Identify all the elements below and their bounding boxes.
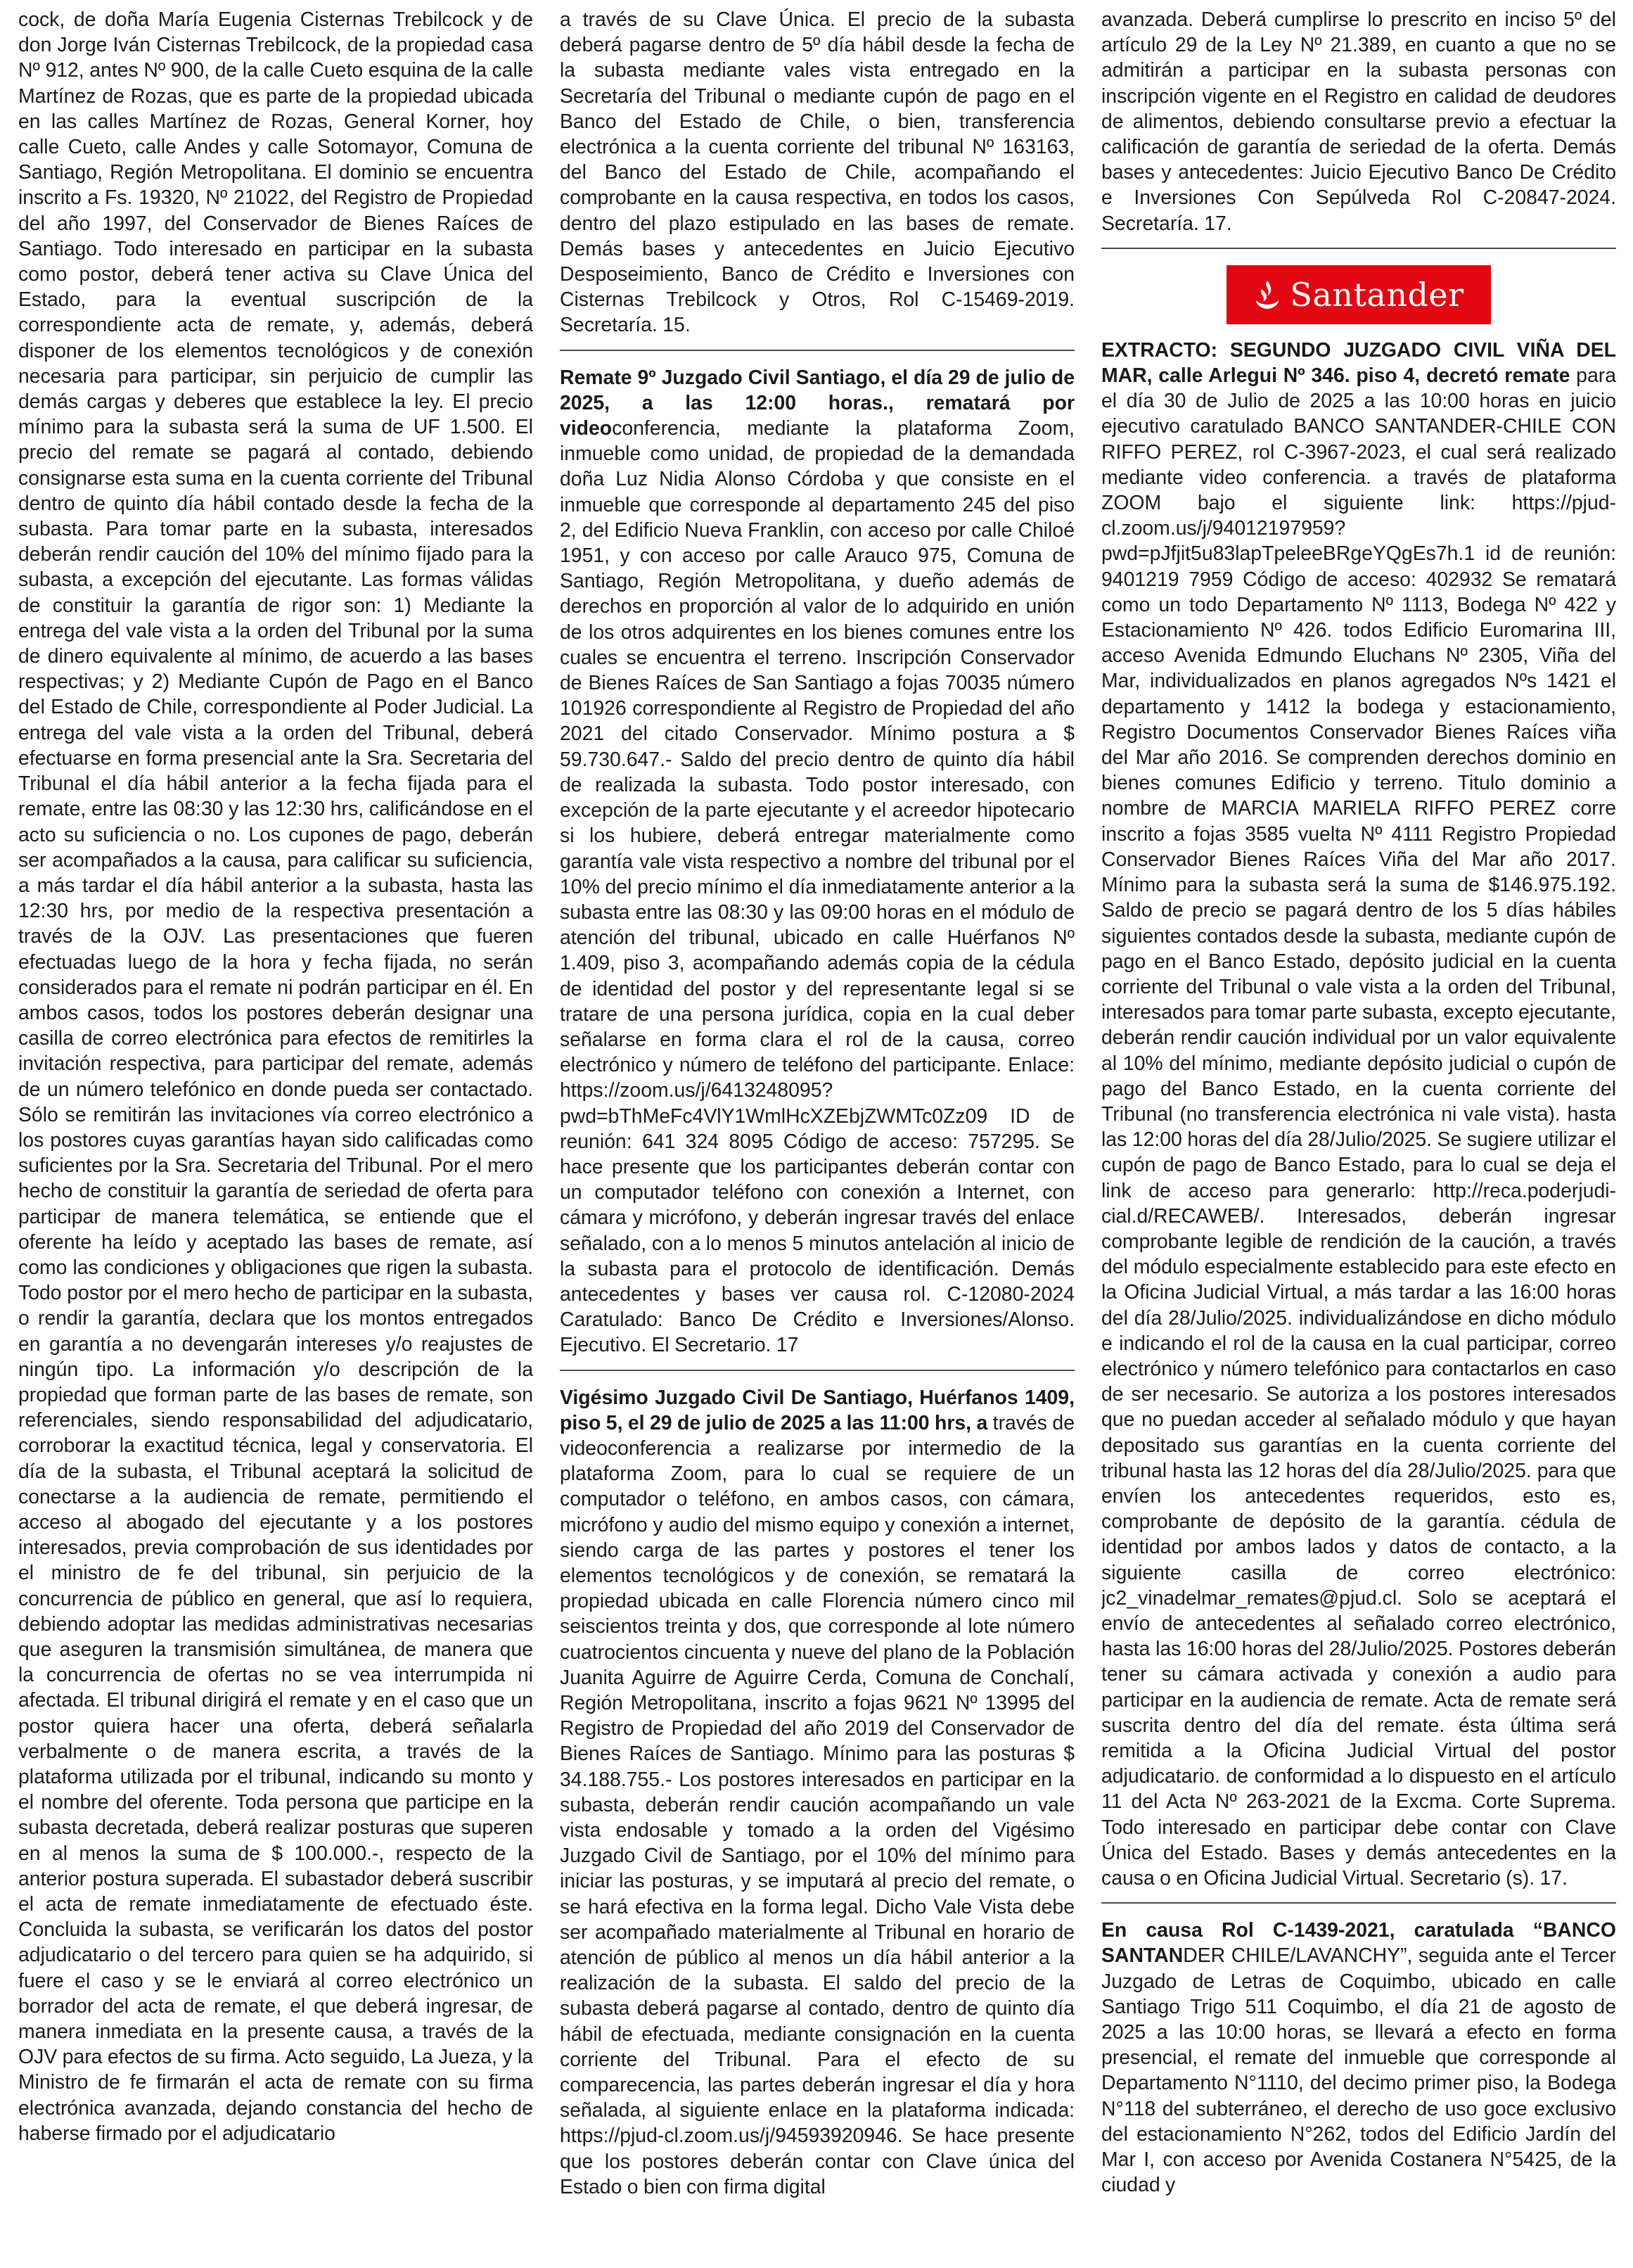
notice-heading: En causa Rol C-1439-2021, caratulada “BANCO SANTAN: [1101, 1919, 1616, 1968]
santander-flame-icon: [1253, 279, 1281, 310]
notice-coquimbo: [1101, 1918, 1616, 2198]
notice-noveno-juzgado: [560, 365, 1075, 1358]
santander-wordmark: Santander: [1290, 275, 1464, 314]
notice-heading: Remate 9º Juzgado Civil Santiago, el día 29 de julio de 2025, a las 12:00 horas., rematará por video: [560, 366, 1075, 440]
notice-sepulveda-end: [1101, 7, 1616, 236]
santander-logo-box: [1227, 265, 1491, 324]
notice-text: conferencia, mediante la plataforma Zoom, inmueble como unidad, de propiedad de la demandada doña Luz Nidia Alonso Córdoba y que consiste en el inmueble que corresponde al departamento 245 del piso 2, del Edificio Nueva Franklin, con acceso por calle Chiloé 1951, y con acceso por calle Arauco 975, Comuna de Santiago, Región Metropolitana, y dueño además de derechos en proporción al valor de lo adquirido en unión de los otros adquirentes en los bienes comunes entre los cuales se encuentra el terreno. Inscripción Conservador de Bienes Raíces de San Santiago a fojas 70035 número 101926 correspondiente al Registro de Propiedad del año 2021 del citado Conservador. Mínimo postura a $ 59.730.647.- Saldo del precio dentro de quinto día hábil de realizada la subasta. Todo postor interesado, con excepción de la parte ejecutante y el acreedor hipotecario si los hubiere, deberá entregar materialmente como garantía vale vista respectivo a nombre del tribunal por el 10% del precio mínimo el día inmediatamente anterior a la subasta entre las 08:30 y las 09:00 horas en el módulo de atención del tribunal, ubicado en calle Huérfanos Nº 1.409, piso 3, acompañando además copia de la cédula de identidad del postor y del representante legal si se tratare de una persona jurídica, copia en la cual deber señalarse en forma clara el rol de la causa, correo electrónico y número de teléfono del participante. Enlace: https://zoom.us/j/6413248095?pwd=bThMeFc4VlY1WmlHcXZEbjZWMTc0Zz09 ID de reunión: 641 324 8095 Código de acceso: 757295. Se hace presente que los participantes deberán contar con un computador teléfono con conexión a Internet, con cámara y micrófono, y deberán ingresar través del enlace señalado, con a lo menos 5 minutos antelación al inicio de la subasta para el protocolo de identificación. Demás antecedentes y bases ver causa rol. C-12080-2024 Caratulado: Banco De Crédito e Inversiones/Alonso. Ejecutivo. El Secretario. 17: [560, 417, 1075, 1357]
notice-text: DER CHILE/LAVANCHY”, seguida ante el Tercer Juzgado de Letras de Coquimbo, ubicado en calle Santiago Trigo 511 Coquimbo, el día 21 de agosto de 2025 a las 10:00 horas, se llevará a efecto en forma presencial, el remate del inmueble que corresponde al Departamento N°1110, del decimo primer piso, la Bodega N°118 del subterráneo, el derecho de uso goce exclusivo del estacionamiento N°262, todos del Edificio Jardín del Mar I, con acceso por Avenida Costanera N°5425, de la ciudad y: [1101, 1944, 1616, 2197]
newspaper-page: [18, 7, 1615, 2261]
notice-cisternas-continued: [18, 7, 533, 2146]
divider: [1101, 1902, 1616, 1904]
notice-text: para el día 30 de Julio de 2025 a las 10:00 horas en juicio ejecutivo caratulado BANCO SANTANDER-CHILE CON RIFFO PEREZ, rol C-3967-2023, el cual será realizado mediante video conferencia. a través de plataforma ZOOM bajo el siguiente link: https://pjud-cl.zoom.us/j/94012197959?pwd=pJfjit5u83lapTpeleeBRgeYQgEs7h.1 id de reunión: 9401219 7959 Código de acceso: 402932 Se rematará como un todo Departamento Nº 1113, Bodega Nº 422 y Estacionamiento Nº 426. todos Edificio Euromarina III, acceso Avenida Edmundo Eluchans Nº 2305, Viña del Mar, individualizados en planos agregados Nºs 1421 el departamento y 1412 la bodega y estacionamiento, Registro Documentos Conservador Bienes Raíces viña del Mar año 2016. Se comprenden derechos dominio en bienes comunes Edificio y terreno. Titulo dominio a nombre de MARCIA MARIELA RIFFO PEREZ corre inscrito a fojas 3585 vuelta Nº 4111 Registro Propiedad Conservador Bienes Raíces Viña del Mar año 2017. Mínimo para la subasta será la suma de $146.975.192. Saldo de precio se pagará dentro de los 5 días hábiles siguientes contados desde la subasta, mediante cupón de pago en el Banco Estado, depósito judicial en la cuenta corriente del Tribunal o vale vista a la orden del Tribunal, interesados para tomar parte subasta, excepto ejecutante, deberán rendir caución individual por un valor equivalente al 10% del mínimo, mediante depósito judicial o cupón de pago del Banco Estado, en la cuenta corriente del Tribunal (no transferencia electrónica ni vale vista). hasta las 12:00 horas del día 28/Julio/2025. Se sugiere utilizar el cupón de pago de Banco Estado, para lo cual se deja el link de acceso para generarlo: http://reca.poderjudi-cial.d/RECAWEB/. Interesados, deberán ingresar comprobante legible de rendición de la caución, a través del módulo especialmente establecido para este efecto en la Oficina Judicial Virtual, a más tardar a las 16:00 horas del día 28/Julio/2025. individualizándose en dicho módulo e indicando el rol de la causa en la cual participar, correo electrónico y número telefónico para contactarlos en caso de ser necesario. Se autoriza a los postores interesados que no puedan acceder al señalado módulo y que hayan depositado sus garantías en la cuenta corriente del tribunal hasta las 12 horas del día 28/Julio/2025. para que envíen los antecedentes requeridos, esto es, comprobante de depósito de la garantía. cédula de identidad por ambos lados y datos de contacto, a la siguiente casilla de correo electrónico: jc2_vinadelmar_remates@pjud.cl. Solo se aceptará el envío de antecedentes al señalado correo electrónico, hasta las 16:00 horas del 28/Julio/2025. Postores deberán tener su cámara activada y conexión a audio para participar en la audiencia de remate. Acta de remate será suscrita dentro del día del remate. ésta última será remitida a la Oficina Judicial Virtual del postor adjudicatario. de conformidad a lo dispuesto en el artículo 11 del Acta Nº 263-2021 de la Excma. Corte Suprema. Todo interesado en participar debe contar con Clave Única del Estado. Bases y demás antecedentes en la causa o en Oficina Judicial Virtual. Secretario (s). 17.: [1101, 364, 1616, 1890]
notice-text: través de videoconferencia a realizarse por intermedio de la plataforma Zoom, para lo cual se requiere de un computador o teléfono, en ambos casos, con cámara, micrófono y audio del mismo equipo y conexión a internet, siendo carga de las partes y postores el tener los elementos tecnológicos y de conexión, se rematará la propiedad ubicada en calle Florencia número cinco mil seiscientos treinta y dos, que corresponde al lote número cuatrocientos cincuenta y nueve del plano de la Población Juanita Aguirre de Aguirre Cerda, Comuna de Conchalí, Región Metropolitana, inscrito a fojas 9621 Nº 13995 del Registro de Propiedad del año 2019 del Conservador de Bienes Raíces de Santiago. Mínimo para las posturas $ 34.188.755.- Los postores interesados en participar en la subasta, deberán rendir caución acompañando un vale vista endosable y tomado a la orden del Vigésimo Juzgado Civil de Santiago, por el 10% del mínimo para iniciar las posturas, y se imputará al precio del remate, o se hará efectiva en la forma legal. Dicho Vale Vista debe ser acompañado materialmente al Tribunal en horario de atención de público al menos un día hábil anterior a la realización de la subasta. El saldo del precio de la subasta deberá pagarse al contado, dentro de quinto día hábil de efectuada, mediante consignación en la cuenta corriente del Tribunal. Para el efecto de su comparecencia, las partes deberán ingresar el día y hora señalada, al siguiente enlace en la plataforma indicada: https://pjud-cl.zoom.us/j/94593920946. Se hace presente que los postores deberán contar con Clave única del Estado o bien con firma digital: [560, 1411, 1075, 2198]
santander-logo: [1101, 263, 1616, 326]
divider: [1101, 248, 1616, 249]
notice-text: avanzada. Deberá cumplirse lo prescrito en inciso 5º del artículo 29 de la Ley Nº 21.389, en cuanto a que no se admitirán a participar en la subasta personas con inscripción vigente en el Registro en calidad de deudores de alimentos, debiendo consultarse previo a efectuar la calificación de garantía de seriedad de la oferta. Demás bases y antecedentes: Juicio Ejecutivo Banco De Crédito e Inversiones Con Sepúlveda Rol C-20847-2024. Secretaría. 17.: [1101, 8, 1616, 235]
column-1: [18, 7, 533, 2261]
divider: [560, 350, 1075, 351]
notice-text: a través de su Clave Única. El precio de la subasta deberá pagarse dentro de 5º día hábil desde la fecha de la subasta mediante vales vista entregado en la Secretaría del Tribunal o mediante cupón de pago en el Banco del Estado de Chile, o bien, transferencia electrónica a la cuenta corriente del tribunal Nº 163163, del Banco del Estado de Chile, acompañando el comprobante en la causa respectiva, en todos los casos, dentro del plazo estipulado en las bases de remate. Demás bases y antecedentes en Juicio Ejecutivo Desposeimiento, Banco de Crédito e Inversiones con Cisternas Trebilcock y Otros, Rol C-15469-2019. Secretaría. 15.: [560, 8, 1075, 337]
column-3: [1101, 7, 1616, 2261]
notice-heading: Vigésimo Juzgado Civil De Santiago, Huérfanos 1409, piso 5, el 29 de julio de 2025 a las 11:00 hrs, a: [560, 1386, 1075, 1434]
notice-text: cock, de doña María Eugenia Cisternas Trebilcock y de don Jorge Iván Cisternas Trebilcock, de la propiedad casa Nº 912, antes Nº 900, de la calle Cueto esquina de la calle Martínez de Rozas, que es parte de la propiedad ubicada en las calles Martínez de Rozas, General Korner, hoy calle Cueto, calle Andes y calle Sotomayor, Comuna de Santiago, Región Metropolitana. El dominio se encuentra inscrito a Fs. 19320, Nº 21022, del Registro de Propiedad del año 1997, del Conservador de Bienes Raíces de Santiago. Todo interesado en participar en la subasta como postor, deberá tener activa su Clave Única del Estado, para la eventual suscripción de la correspondiente acta de remate, y, además, deberá disponer de los elementos tecnológicos y de conexión necesaria para participar, sin perjuicio de cumplir las demás cargas y deberes que establece la ley. El precio mínimo para la subasta será la suma de UF 1.500. El precio del remate se pagará al contado, debiendo consignarse esta suma en la cuenta corriente del Tribunal dentro de quinto día hábil contado desde la fecha de la subasta. Para tomar parte en la subasta, interesados deberán rendir caución del 10% del mínimo fijado para la subasta, a excepción del ejecutante. Las formas válidas de constituir la garantía de rigor son: 1) Mediante la entrega del vale vista a la orden del Tribunal por la suma de dinero equivalente al mínimo, de acuerdo a las bases respectivas; y 2) Mediante Cupón de Pago en el Banco del Estado de Chile, correspondiente al Poder Judicial. La entrega del vale vista a la orden del Tribunal, deberá efectuarse en forma presencial ante la Sra. Secretaria del Tribunal el día hábil anterior a la fecha fijada para el remate, entre las 08:30 y las 12:30 hrs, calificándose en el acto su suficiencia o no. Los cupones de pago, deberán ser acompañados a la causa, para calificar su suficiencia, a más tardar el día hábil anterior a la subasta, hasta las 12:30 hrs, por medio de la respectiva presentación a través de la OJV. Las presentaciones que fueren efectuadas luego de la hora y fecha fijada, no serán considerados para el remate ni podrán participar en él. En ambos casos, todos los postores deberán designar una casilla de correo electrónica para efectos de remitirles la invitación respectiva, para participar del remate, además de un número telefónico en donde pueda ser contactado. Sólo se remitirán las invitaciones vía correo electrónico a los postores cuyas garantías hayan sido calificadas como suficientes por la Sra. Secretaria del Tribunal. Por el mero hecho de constituir la garantía de seriedad de oferta para participar de manera telemática, se entiende que el oferente ha leído y aceptado las bases de remate, así como las condiciones y obligaciones que rigen la subasta. Todo postor por el mero hecho de participar en la subasta, o rendir la garantía, declara que los montos entregados en garantía a no devengarán intereses y/o reajustes de ningún tipo. La información y/o descripción de la propiedad que forman parte de las bases de remate, son referenciales, siendo responsabilidad del adjudicatario, corroborar la exactitud técnica, legal y conservatoria. El día de la subasta, el Tribunal aceptará la solicitud de conectarse a la audiencia de remate, permitiendo el acceso al abogado del ejecutante y a los postores interesados, previa comprobación de sus identidades por el ministro de fe del tribunal, sin perjuicio de la concurrencia de público en general, que así lo requiera, debiendo adoptar las medidas administrativas necesarias que aseguren la transmisión simultánea, de manera que la concurrencia de ofertas no se vea interrumpida ni afectada. El tribunal dirigirá el remate y en el caso que un postor quiera hacer una oferta, deberá señalarla verbalmente o de manera escrita, a través de la plataforma utilizada por el tribunal, indicando su monto y el nombre del oferente. Toda persona que participe en la subasta decretada, deberá realizar posturas que superen en al menos la suma de $ 100.000.-, respecto de la anterior postura superada. El subastador deberá suscribir el acta de remate inmediatamente de efectuado éste. Concluida la subasta, se verificarán los datos del postor adjudicatario o del tercero para quien se ha adquirido, si fuere el caso y se le enviará al correo electrónico un borrador del acta de remate, el que deberá ingresar, de manera inmediata en la presente causa, a través de la OJV para efectos de su firma. Acto seguido, La Jueza, y la Ministro de fe firmarán el acta de remate con su firma electrónica avanzada, dejando constancia del hecho de haberse firmado por el adjudicatario: [18, 8, 533, 2145]
notice-heading: EXTRACTO: SEGUNDO JUZGADO CIVIL VIÑA DEL MAR, calle Arlegui Nº 346. piso 4, decretó remate: [1101, 338, 1616, 388]
column-2: [560, 7, 1075, 2261]
divider: [560, 1370, 1075, 1371]
notice-vigesimo-juzgado: [560, 1385, 1075, 2200]
notice-vina-del-mar: [1101, 338, 1616, 1891]
notice-cisternas-end: [560, 7, 1075, 338]
